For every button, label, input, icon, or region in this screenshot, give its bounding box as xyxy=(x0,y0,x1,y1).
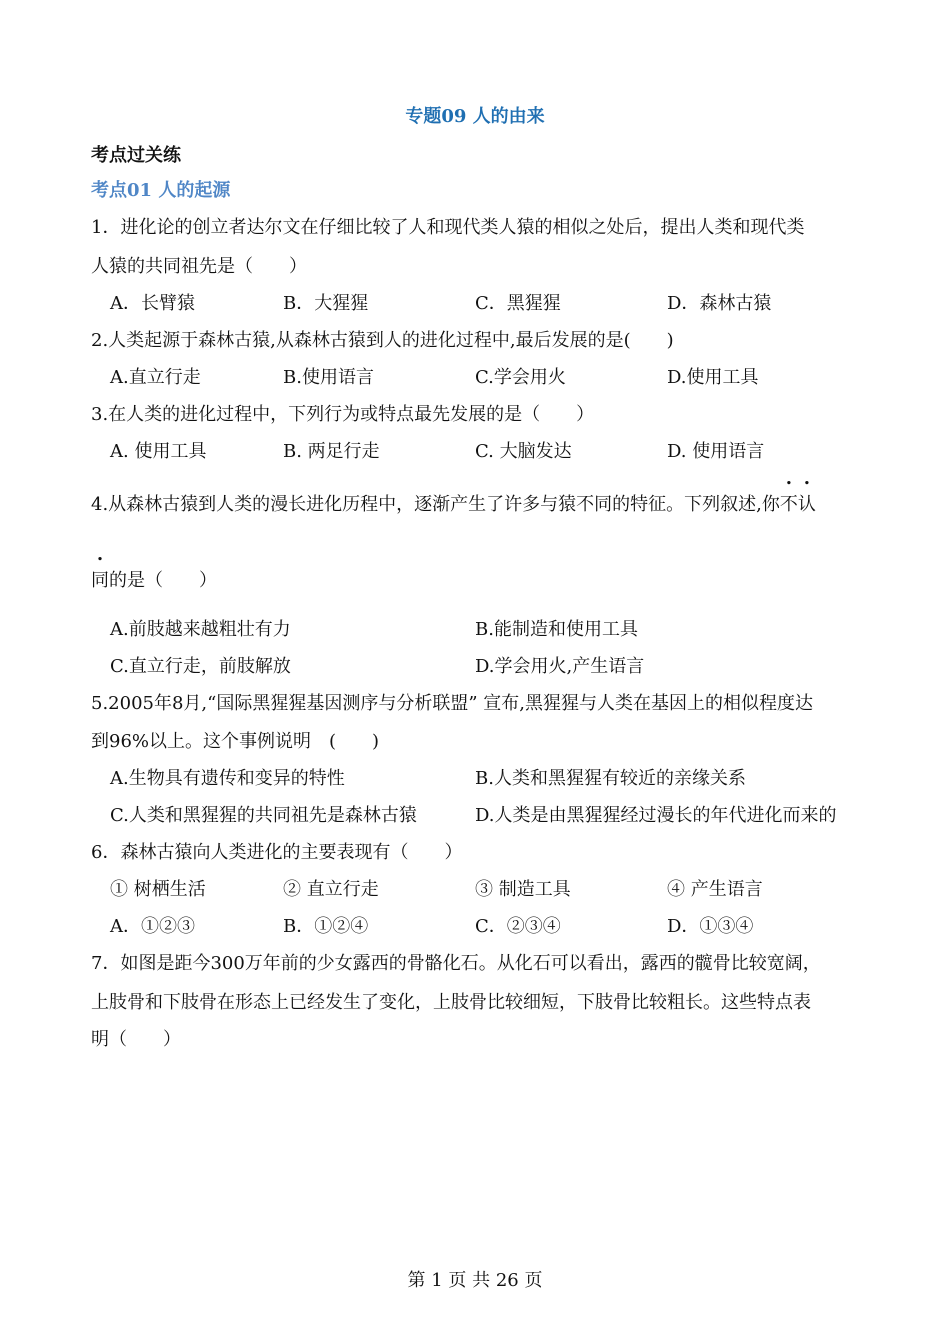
q6-option-d: D．①③④ xyxy=(667,916,754,937)
q6-option-b: B．①②④ xyxy=(283,916,369,937)
q7-stem-line3: 明（ ） xyxy=(91,1029,181,1050)
q4-option-d: D.学会用火,产生语言 xyxy=(475,656,645,677)
q4-emphasis-1: 不 xyxy=(779,494,798,515)
q6-stem: 6．森林古猿向人类进化的主要表现有（ ） xyxy=(91,842,463,863)
q5-option-b: B.人类和黑猩猩有较近的亲缘关系 xyxy=(475,768,746,789)
q4-option-b: B.能制造和使用工具 xyxy=(475,619,638,640)
q4-stem-line2 xyxy=(91,566,217,592)
q4-option-a: A.前肢越来越粗壮有力 xyxy=(110,619,291,640)
subsection-heading: 考点01 人的起源 xyxy=(91,180,231,201)
q6-option-a: A．①②③ xyxy=(110,916,195,937)
q3-option-a: A. 使用工具 xyxy=(110,441,207,462)
q2-option-a: A.直立行走 xyxy=(110,367,201,388)
q4-emphasis-3: 同 xyxy=(91,570,109,591)
q5-option-c: C.人类和黑猩猩的共同祖先是森林古猿 xyxy=(110,805,417,826)
q5-option-a: A.生物具有遗传和变异的特性 xyxy=(110,768,345,789)
q4-stem-line1 xyxy=(91,490,816,516)
q4-stem-tail: 的是（ ） xyxy=(109,570,217,591)
q7-stem-line1: 7．如图是距今300万年前的少女露西的骨骼化石。从化石可以看出，露西的髋骨比较宽阔， xyxy=(91,953,821,974)
q6-option-c: C．②③④ xyxy=(475,916,561,937)
q5-option-d: D.人类是由黑猩猩经过漫长的年代进化而来的 xyxy=(475,805,837,826)
q1-option-c: C．黑猩猩 xyxy=(475,293,561,314)
page-footer: 第 1 页 共 26 页 xyxy=(407,1270,543,1291)
q1-option-a: A．长臂猿 xyxy=(110,293,195,314)
q6-statement-1: ① 树栖生活 xyxy=(110,879,206,900)
q1-option-d: D．森林古猿 xyxy=(667,293,772,314)
q6-statement-4: ④ 产生语言 xyxy=(667,879,763,900)
q4-emphasis-2: 认 xyxy=(797,494,816,515)
q2-option-b: B.使用语言 xyxy=(283,367,374,388)
q3-stem: 3.在人类的进化过程中，下列行为或特点最先发展的是（ ） xyxy=(91,404,595,425)
q3-option-b: B. 两足行走 xyxy=(283,441,380,462)
q4-stem-text: 4.从森林古猿到人类的漫长进化历程中，逐渐产生了许多与猿不同的特征。下列叙述,你 xyxy=(91,494,780,515)
q6-statement-2: ② 直立行走 xyxy=(283,879,379,900)
q3-option-d: D. 使用语言 xyxy=(667,441,765,462)
q7-stem-line2: 上肢骨和下肢骨在形态上已经发生了变化，上肢骨比较细短，下肢骨比较粗长。这些特点表 xyxy=(91,992,811,1013)
q5-stem-line2: 到96%以上。这个事例说明 ( ) xyxy=(91,731,380,752)
q3-option-c: C. 大脑发达 xyxy=(475,441,572,462)
q6-statement-3: ③ 制造工具 xyxy=(475,879,571,900)
q2-option-c: C.学会用火 xyxy=(475,367,566,388)
q4-option-c: C.直立行走，前肢解放 xyxy=(110,656,291,677)
q2-option-d: D.使用工具 xyxy=(667,367,759,388)
q2-stem: 2.人类起源于森林古猿,从森林古猿到人的进化过程中,最后发展的是( ) xyxy=(91,330,674,351)
page-title: 专题09 人的由来 xyxy=(405,106,545,127)
q1-option-b: B．大猩猩 xyxy=(283,293,369,314)
q1-stem-line2: 人猿的共同祖先是（ ） xyxy=(91,256,307,277)
section-heading: 考点过关练 xyxy=(91,145,181,166)
q5-stem-line1: 5.2005年8月,“国际黑猩猩基因测序与分析联盟” 宣布,黑猩猩与人类在基因上的相似程度达 xyxy=(91,693,814,714)
q1-stem-line1: 1．进化论的创立者达尔文在仔细比较了人和现代类人猿的相似之处后，提出人类和现代类 xyxy=(91,217,805,238)
